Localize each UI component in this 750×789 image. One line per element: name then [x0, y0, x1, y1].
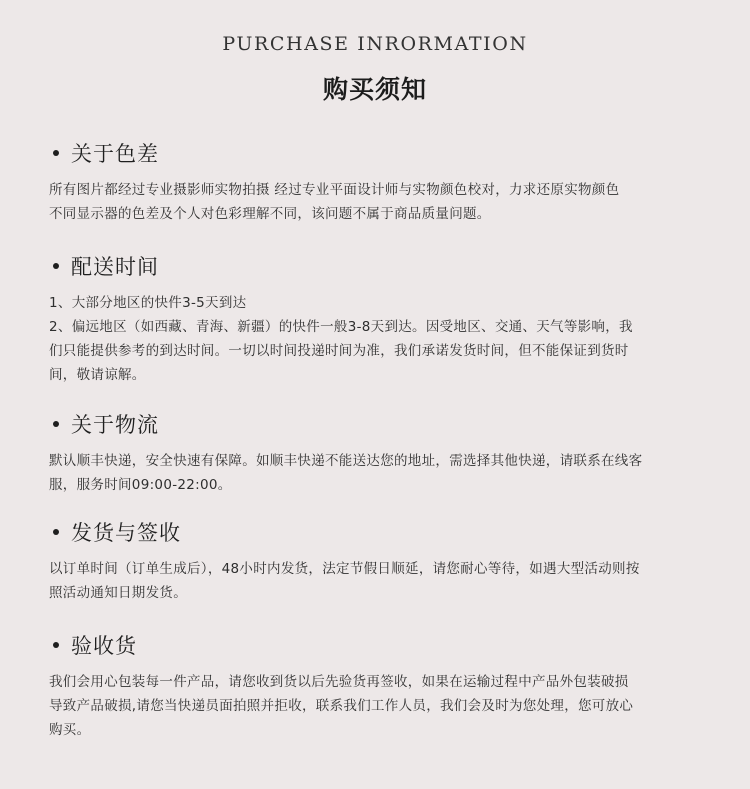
body-line: 服，服务时间09:00-22:00。 [49, 477, 232, 493]
body-line: 所有图片都经过专业摄影师实物拍摄 经过专业平面设计师与实物颜色校对，力求还原实物颜色 [49, 182, 620, 198]
section-heading [49, 517, 719, 547]
section-heading-text: 关于色差 [71, 142, 159, 166]
section-body [49, 291, 719, 387]
section-body [49, 449, 719, 497]
body-line: 导致产品破损,请您当快递员面拍照并拒收，联系我们工作人员，我们会及时为您处理，您可放心 [49, 698, 634, 714]
section-body [49, 557, 719, 605]
bullet-icon [53, 421, 59, 427]
body-line: 1、大部分地区的快件3-5天到达 [49, 295, 247, 311]
bullet-icon [53, 642, 59, 648]
section-heading-text: 验收货 [71, 634, 137, 658]
section-logistics [49, 409, 719, 497]
section-shipping-receipt [49, 517, 719, 605]
body-line: 照活动通知日期发货。 [49, 585, 187, 601]
section-heading [49, 138, 719, 168]
section-heading-text: 发货与签收 [71, 521, 181, 545]
body-line: 购买。 [49, 722, 91, 738]
body-line: 默认顺丰快递，安全快速有保障。如顺丰快递不能送达您的地址，需选择其他快递，请联系在线客 [49, 453, 643, 469]
bullet-icon [53, 529, 59, 535]
section-body [49, 178, 719, 226]
body-line: 我们会用心包装每一件产品，请您收到货以后先验货再签收，如果在运输过程中产品外包装破损 [49, 674, 629, 690]
section-heading [49, 251, 719, 281]
body-line: 2、偏远地区（如西藏、青海、新疆）的快件一般3-8天到达。因受地区、交通、天气等影响，我 [49, 319, 633, 335]
section-heading [49, 630, 719, 660]
title-english: PURCHASE INRORMATION [222, 33, 528, 55]
section-heading-text: 关于物流 [71, 413, 159, 437]
title-chinese: 购买须知 [322, 75, 427, 104]
section-heading [49, 409, 719, 439]
body-line: 们只能提供参考的到达时间。一切以时间投递时间为准，我们承诺发货时间，但不能保证到货时 [49, 343, 629, 359]
section-delivery-time [49, 251, 719, 387]
bullet-icon [53, 263, 59, 269]
section-heading-text: 配送时间 [71, 255, 159, 279]
body-line: 不同显示器的色差及个人对色彩理解不同，该问题不属于商品质量问题。 [49, 206, 491, 222]
section-body [49, 670, 719, 742]
bullet-icon [53, 150, 59, 156]
body-line: 间，敬请谅解。 [49, 367, 146, 383]
section-color-difference [49, 138, 719, 226]
section-inspection [49, 630, 719, 742]
body-line: 以订单时间（订单生成后），48小时内发货，法定节假日顺延，请您耐心等待，如遇大型活动则按 [49, 561, 640, 577]
